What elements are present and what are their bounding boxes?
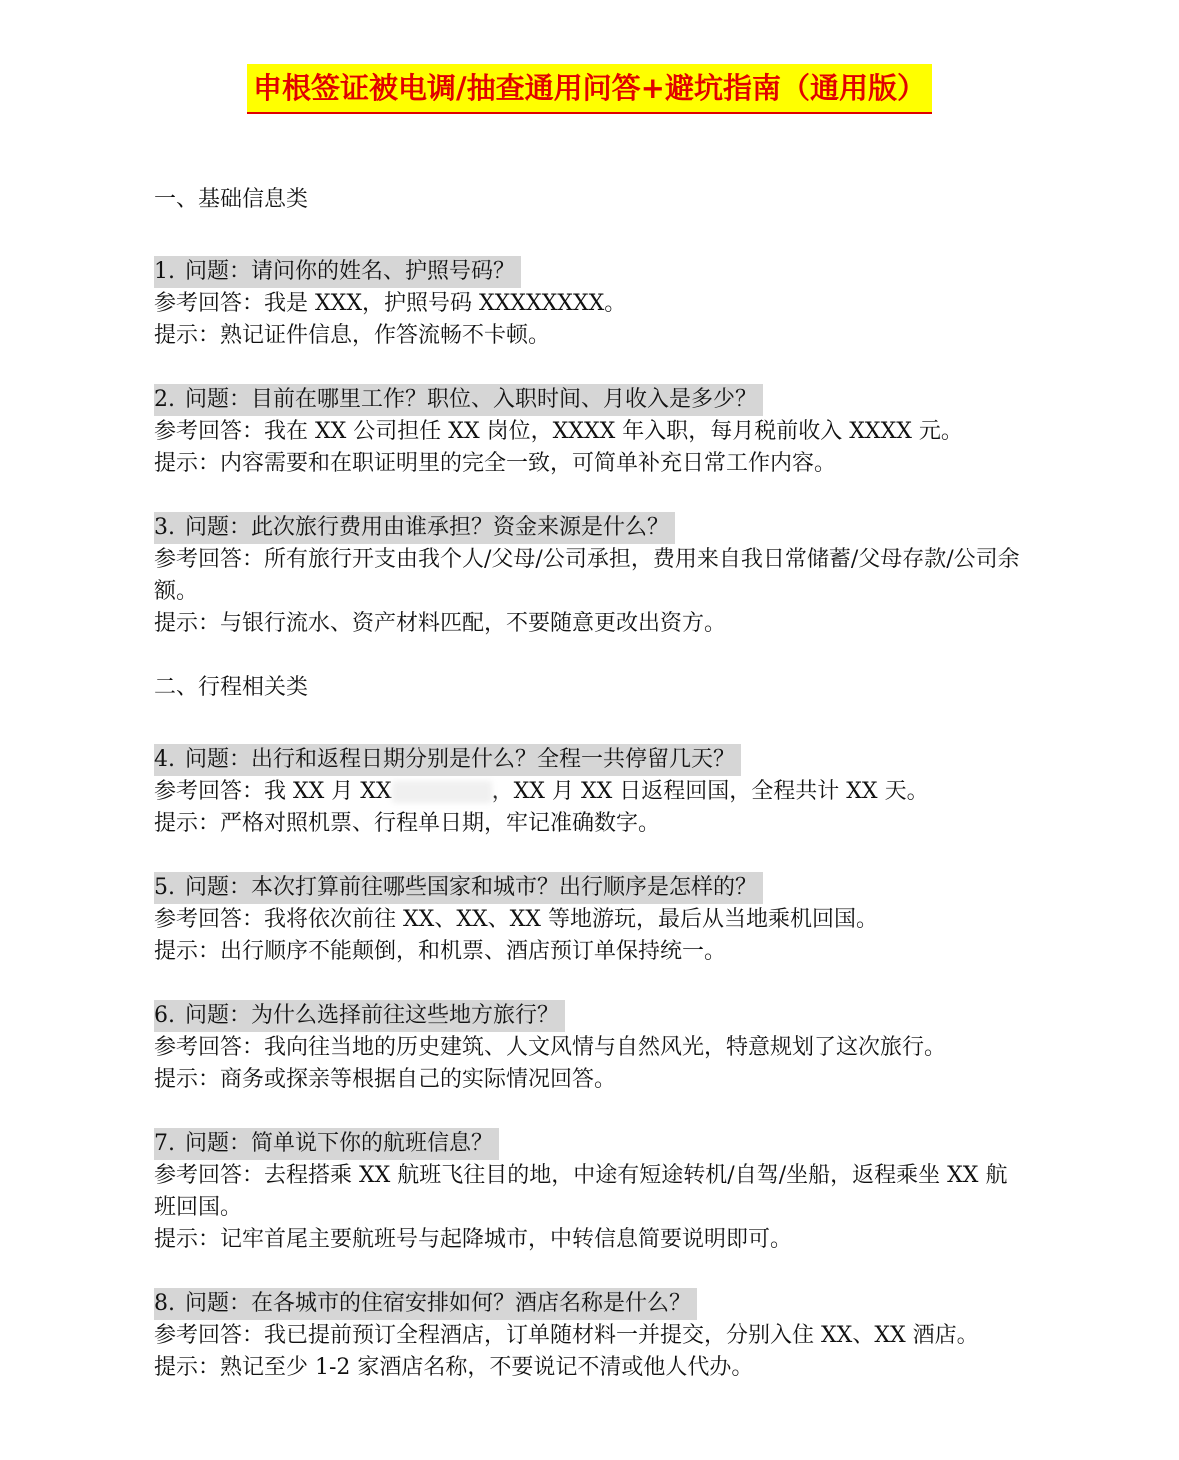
qa-item-6: [154, 1000, 1024, 1096]
answer-text: 参考回答：我已提前预订全程酒店，订单随材料一并提交，分别入住 XX、XX 酒店。: [154, 1323, 979, 1348]
question-highlight: [154, 1288, 697, 1320]
question-number: 8.: [154, 1291, 175, 1316]
answer-text: 参考回答：去程搭乘 XX 航班飞往目的地，中途有短途转机/自驾/坐船，返程乘坐 XX 航班回国。: [154, 1163, 1008, 1220]
tip-text: 提示：出行顺序不能颠倒，和机票、酒店预订单保持统一。: [154, 939, 727, 964]
page-title: 申根签证被电调/抽查通用问答+避坑指南（通用版）: [247, 64, 932, 114]
question-text: 问题：请问你的姓名、护照号码？: [185, 259, 516, 284]
document-body: [154, 184, 1024, 1416]
answer-text: 参考回答：所有旅行开支由我个人/父母/公司承担，费用来自我日常储蓄/父母存款/公司余额。: [154, 547, 1020, 604]
tip-text: 提示：记牢首尾主要航班号与起降城市，中转信息简要说明即可。: [154, 1227, 793, 1252]
qa-item-8: [154, 1288, 1024, 1384]
question-highlight: [154, 256, 521, 288]
answer-text-part-b: ，XX 月 XX 日返程回国，全程共计 XX 天。: [491, 779, 929, 804]
question-highlight: [154, 872, 763, 904]
question-text: 问题：此次旅行费用由谁承担？资金来源是什么？: [185, 515, 670, 540]
tip-text: 提示：严格对照机票、行程单日期，牢记准确数字。: [154, 811, 661, 836]
question-text: 问题：在各城市的住宿安排如何？酒店名称是什么？: [185, 1291, 692, 1316]
question-number: 6.: [154, 1003, 175, 1028]
qa-item-7: [154, 1128, 1024, 1256]
question-text: 问题：简单说下你的航班信息？: [185, 1131, 494, 1156]
question-highlight: [154, 1128, 499, 1160]
qa-item-2: [154, 384, 1024, 480]
tip-text: 提示：熟记至少 1-2 家酒店名称，不要说记不清或他人代办。: [154, 1355, 754, 1380]
question-highlight: [154, 512, 675, 544]
tip-text: 提示：商务或探亲等根据自己的实际情况回答。: [154, 1067, 617, 1092]
question-number: 4.: [154, 747, 175, 772]
answer-text: 参考回答：我向往当地的历史建筑、人文风情与自然风光，特意规划了这次旅行。: [154, 1035, 947, 1060]
blurred-region: [392, 781, 492, 803]
question-text: 问题：为什么选择前往这些地方旅行？: [185, 1003, 560, 1028]
tip-text: 提示：与银行流水、资产材料匹配，不要随意更改出资方。: [154, 611, 727, 636]
answer-text: [154, 776, 1024, 808]
qa-item-5: [154, 872, 1024, 968]
question-number: 2.: [154, 387, 175, 412]
section-heading: 一、基础信息类: [154, 187, 309, 212]
title-container: [0, 64, 1179, 114]
question-highlight: [154, 744, 741, 776]
qa-item-3: [154, 512, 1024, 640]
question-highlight: [154, 1000, 565, 1032]
qa-item-4: [154, 744, 1024, 840]
question-highlight: [154, 384, 763, 416]
qa-item-1: [154, 256, 1024, 352]
question-text: 问题：目前在哪里工作？职位、入职时间、月收入是多少？: [185, 387, 758, 412]
question-number: 3.: [154, 515, 175, 540]
question-text: 问题：本次打算前往哪些国家和城市？出行顺序是怎样的？: [185, 875, 758, 900]
tip-text: 提示：内容需要和在职证明里的完全一致，可简单补充日常工作内容。: [154, 451, 837, 476]
tip-text: 提示：熟记证件信息，作答流畅不卡顿。: [154, 323, 551, 348]
question-text: 问题：出行和返程日期分别是什么？全程一共停留几天？: [185, 747, 736, 772]
answer-text: 参考回答：我是 XXX，护照号码 XXXXXXXX。: [154, 291, 627, 316]
answer-text: 参考回答：我将依次前往 XX、XX、XX 等地游玩，最后从当地乘机回国。: [154, 907, 878, 932]
question-number: 1.: [154, 259, 175, 284]
question-number: 7.: [154, 1131, 175, 1156]
question-number: 5.: [154, 875, 175, 900]
answer-text: 参考回答：我在 XX 公司担任 XX 岗位，XXXX 年入职，每月税前收入 XXXX 元。: [154, 419, 963, 444]
section-heading: 二、行程相关类: [154, 675, 309, 700]
answer-text-part-a: 参考回答：我 XX 月 XX: [154, 779, 392, 804]
